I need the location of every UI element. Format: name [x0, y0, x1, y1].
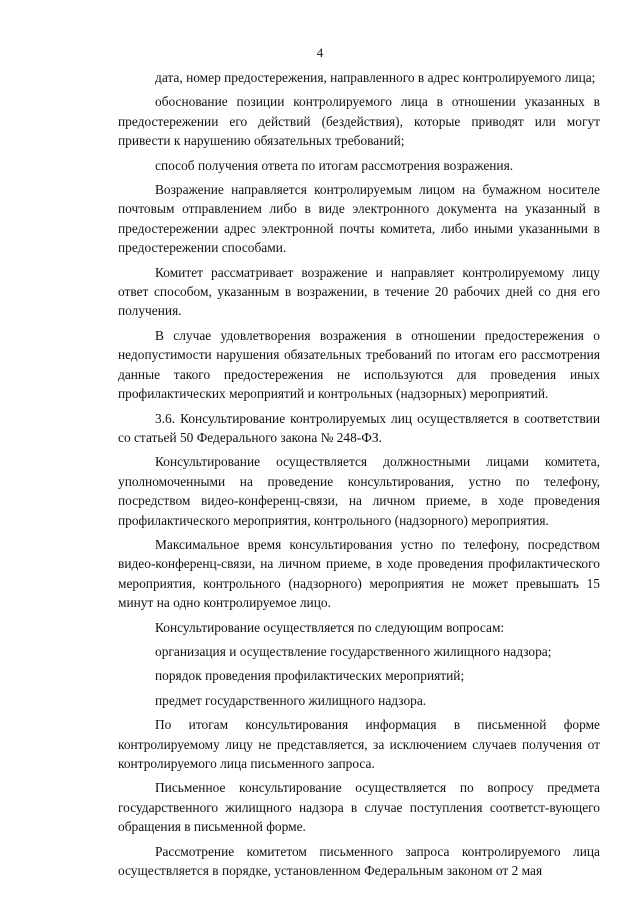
paragraph-committee-review: Комитет рассматривает возражение и направляет контролируемому лицу ответ способом, указанным в возражении, в течение 20 рабочих дней со дня его получения. — [118, 264, 600, 319]
paragraph-objection-sending: Возражение направляется контролируемым лицом на бумажном носителе почтовым отправлением либо в виде электронного документа на указанный в предостережении адрес электронной почты комитета, либо иными указанными в предостережении способами. — [118, 182, 600, 256]
paragraph-consulting-max-time: Максимальное время консультирования устно по телефону, посредством видео-конференц-связи, на личном приеме, в ходе проведения профилактического мероприятия, контрольного (надзорного) мероприятия не может превышать 15 минут на одно контролируемое лицо. — [118, 536, 600, 611]
paragraph-objection-satisfied: В случае удовлетворения возражения в отношении предостережения о недопустимости нарушения обязательных требований по итогам его рассмотрения данные такого предостережения не используются для проведения иных профилактических мероприятий и контрольных (надзорных) мероприятий. — [118, 327, 600, 402]
paragraph-section-3-6: 3.6. Консультирование контролируемых лиц осуществляется в соответствии со статьей 50 Федерального закона № 248-ФЗ. — [118, 410, 600, 445]
paragraph-objection-date: дата, номер предостережения, направленного в адрес контролируемого лица; — [155, 70, 596, 85]
paragraph-consulting-officials: Консультирование осуществляется должностными лицами комитета, уполномоченными на проведение консультирования, устно по телефону, посредством видео-конференц-связи, на личном приеме, в ходе проведения профилактического мероприятия, контрольного (надзорного) мероприятия. — [118, 454, 600, 528]
document-body — [118, 68, 600, 880]
paragraph-response-method: способ получения ответа по итогам рассмотрения возражения. — [155, 157, 514, 173]
list-item-organization: организация и осуществление государственного жилищного надзора; — [155, 643, 552, 659]
paragraph-written-request-review: Рассмотрение комитетом письменного запроса контролируемого лица осуществляется в порядке, установленном Федеральным законом от 2 мая — [118, 843, 600, 879]
paragraph-written-consulting: Письменное консультирование осуществляется по вопросу предмета государственного жилищного надзора в случае поступления соответст-вующего обращения в письменной форме. — [118, 780, 600, 835]
list-item-procedure: порядок проведения профилактических мероприятий; — [155, 668, 465, 684]
page-number: 4 — [316, 45, 324, 60]
paragraph-consulting-questions: Консультирование осуществляется по следующим вопросам: — [155, 619, 505, 635]
list-item-subject: предмет государственного жилищного надзора. — [155, 692, 427, 708]
paragraph-consulting-results: По итогам консультирования информация в письменной форме контролируемому лицу не представляется, за исключением случаев получения от контролируемого лица письменного запроса. — [118, 717, 600, 771]
paragraph-objection-justification: обоснование позиции контролируемого лица в отношении указанных в предостережении его действий (бездействия), которые приводят или могут привести к нарушению обязательных требований; — [118, 94, 600, 149]
